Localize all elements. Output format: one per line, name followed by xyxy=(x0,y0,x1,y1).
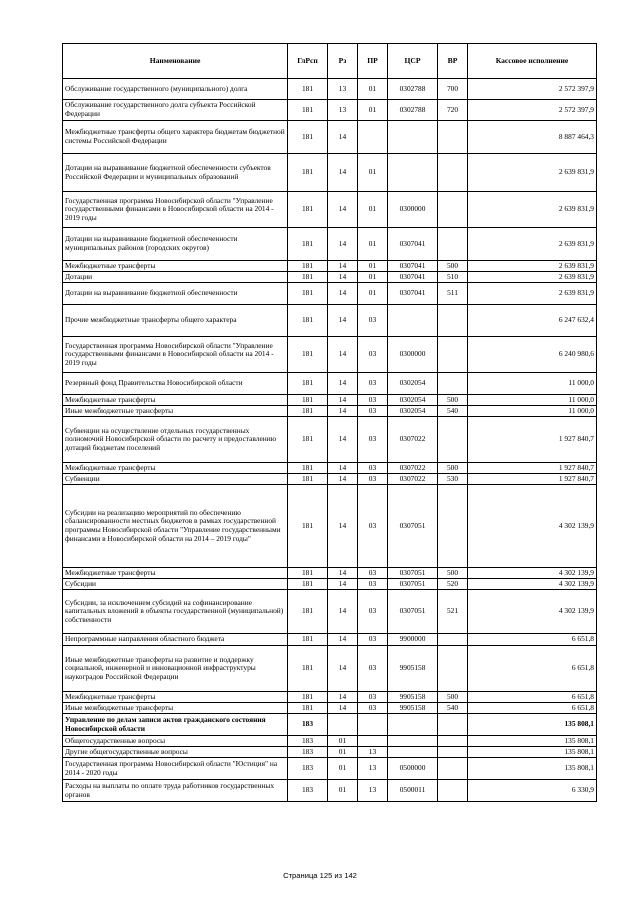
table-row xyxy=(63,154,597,192)
row-pr: 03 xyxy=(358,646,388,692)
row-glrsp: 181 xyxy=(288,568,328,579)
row-pr: 03 xyxy=(358,373,388,395)
table-row xyxy=(63,79,597,100)
row-name: Субсидии на реализацию мероприятий по обеспечению сбалансированности местных бюджетов в рамках государственной программы Новосибирской области "Управление государственными финансами в Новосибирской области на 2014 – 2019 годы" xyxy=(63,485,288,568)
row-rz: 14 xyxy=(328,192,358,228)
table-row xyxy=(63,463,597,474)
table-row xyxy=(63,646,597,692)
row-rz: 14 xyxy=(328,692,358,703)
row-rz: 14 xyxy=(328,634,358,646)
row-glrsp: 181 xyxy=(288,646,328,692)
row-pr: 01 xyxy=(358,79,388,100)
row-csr: 0307051 xyxy=(388,579,438,590)
row-glrsp: 181 xyxy=(288,228,328,261)
row-name: Государственная программа Новосибирской области "Управление государственными финансами в Новосибирской области на 2014 - 2019 годы xyxy=(63,192,288,228)
row-name: Другие общегосударственные вопросы xyxy=(63,747,288,758)
row-glrsp: 181 xyxy=(288,283,328,305)
row-csr: 0307022 xyxy=(388,417,438,463)
row-name: Иные межбюджетные трансферты на развитие и поддержку социальной, инженерной и инновационной инфраструктуры наукоградов Российской Федерации xyxy=(63,646,288,692)
row-glrsp: 183 xyxy=(288,736,328,747)
row-glrsp: 181 xyxy=(288,634,328,646)
row-rz: 14 xyxy=(328,703,358,714)
row-vr: 720 xyxy=(438,100,468,121)
row-name: Межбюджетные трансферты xyxy=(63,463,288,474)
row-pr: 03 xyxy=(358,406,388,417)
header-vr: ВР xyxy=(438,44,468,79)
table-header-row xyxy=(63,44,597,79)
row-csr xyxy=(388,154,438,192)
table-row xyxy=(63,590,597,634)
row-pr: 03 xyxy=(358,463,388,474)
row-amount: 135 808,1 xyxy=(468,714,597,736)
row-pr: 01 xyxy=(358,261,388,272)
row-rz: 14 xyxy=(328,417,358,463)
row-glrsp: 181 xyxy=(288,485,328,568)
row-glrsp: 181 xyxy=(288,590,328,634)
row-csr xyxy=(388,714,438,736)
row-amount: 11 000,0 xyxy=(468,395,597,406)
table-row xyxy=(63,736,597,747)
header-amount: Кассовое исполнение xyxy=(468,44,597,79)
table-row xyxy=(63,192,597,228)
row-name: Иные межбюджетные трансферты xyxy=(63,406,288,417)
row-csr xyxy=(388,747,438,758)
row-rz: 14 xyxy=(328,463,358,474)
row-csr: 0500000 xyxy=(388,758,438,780)
row-amount: 1 927 840,7 xyxy=(468,417,597,463)
row-amount: 6 247 632,4 xyxy=(468,305,597,337)
row-rz: 14 xyxy=(328,485,358,568)
row-name: Субсидии, за исключением субсидий на софинансирование капитальных вложений в объекты государственной (муниципальной) собственности xyxy=(63,590,288,634)
row-name: Общегосударственные вопросы xyxy=(63,736,288,747)
row-amount: 2 639 831,9 xyxy=(468,283,597,305)
row-amount: 6 240 980,6 xyxy=(468,337,597,373)
row-pr: 01 xyxy=(358,192,388,228)
header-pr: ПР xyxy=(358,44,388,79)
row-pr: 03 xyxy=(358,579,388,590)
row-glrsp: 181 xyxy=(288,192,328,228)
row-name: Обслуживание государственного (муниципального) долга xyxy=(63,79,288,100)
row-rz: 14 xyxy=(328,121,358,154)
row-amount: 1 927 840,7 xyxy=(468,474,597,485)
row-glrsp: 181 xyxy=(288,272,328,283)
budget-table xyxy=(62,43,597,802)
row-name: Управление по делам записи актов гражданского состояния Новосибирской области xyxy=(63,714,288,736)
row-pr xyxy=(358,714,388,736)
row-amount: 2 639 831,9 xyxy=(468,154,597,192)
row-pr xyxy=(358,121,388,154)
table-row xyxy=(63,100,597,121)
row-rz: 14 xyxy=(328,305,358,337)
row-csr xyxy=(388,121,438,154)
row-pr: 03 xyxy=(358,590,388,634)
row-name: Государственная программа Новосибирской области "Юстиция" на 2014 - 2020 годы xyxy=(63,758,288,780)
row-glrsp: 181 xyxy=(288,100,328,121)
row-csr: 0307022 xyxy=(388,463,438,474)
row-amount: 135 808,1 xyxy=(468,747,597,758)
row-rz: 14 xyxy=(328,395,358,406)
row-csr: 0307041 xyxy=(388,261,438,272)
row-name: Субвенции xyxy=(63,474,288,485)
row-glrsp: 181 xyxy=(288,261,328,272)
row-rz: 14 xyxy=(328,646,358,692)
row-vr: 500 xyxy=(438,463,468,474)
row-glrsp: 181 xyxy=(288,692,328,703)
row-pr: 01 xyxy=(358,272,388,283)
row-amount: 6 330,9 xyxy=(468,780,597,802)
row-vr xyxy=(438,417,468,463)
row-pr: 13 xyxy=(358,747,388,758)
row-pr: 03 xyxy=(358,417,388,463)
row-glrsp: 183 xyxy=(288,758,328,780)
row-csr: 0300000 xyxy=(388,337,438,373)
row-rz: 14 xyxy=(328,474,358,485)
row-pr xyxy=(358,736,388,747)
row-csr: 0302054 xyxy=(388,373,438,395)
row-amount: 2 639 831,9 xyxy=(468,261,597,272)
row-glrsp: 181 xyxy=(288,703,328,714)
row-amount: 2 572 397,9 xyxy=(468,100,597,121)
row-pr: 03 xyxy=(358,703,388,714)
row-csr: 0302054 xyxy=(388,406,438,417)
table-row xyxy=(63,568,597,579)
row-vr xyxy=(438,780,468,802)
row-rz: 14 xyxy=(328,154,358,192)
header-csr: ЦСР xyxy=(388,44,438,79)
row-pr: 03 xyxy=(358,568,388,579)
table-row xyxy=(63,747,597,758)
row-vr xyxy=(438,714,468,736)
row-rz: 14 xyxy=(328,337,358,373)
row-name: Дотации на выравнивание бюджетной обеспеченности xyxy=(63,283,288,305)
row-csr: 0307051 xyxy=(388,568,438,579)
table-row xyxy=(63,780,597,802)
row-vr xyxy=(438,305,468,337)
row-name: Государственная программа Новосибирской области "Управление государственными финансами в Новосибирской области на 2014 - 2019 годы xyxy=(63,337,288,373)
table-row xyxy=(63,305,597,337)
table-row xyxy=(63,703,597,714)
row-glrsp: 181 xyxy=(288,463,328,474)
row-amount: 2 639 831,9 xyxy=(468,228,597,261)
row-vr: 700 xyxy=(438,79,468,100)
row-vr xyxy=(438,337,468,373)
row-pr: 01 xyxy=(358,283,388,305)
row-pr: 13 xyxy=(358,780,388,802)
row-pr: 03 xyxy=(358,485,388,568)
row-name: Резервный фонд Правительства Новосибирской области xyxy=(63,373,288,395)
row-rz: 14 xyxy=(328,373,358,395)
row-rz: 14 xyxy=(328,579,358,590)
row-csr: 0307051 xyxy=(388,485,438,568)
table-row xyxy=(63,395,597,406)
row-pr: 13 xyxy=(358,758,388,780)
row-name: Иные межбюджетные трансферты xyxy=(63,703,288,714)
row-csr xyxy=(388,305,438,337)
row-name: Межбюджетные трансферты xyxy=(63,568,288,579)
row-csr: 0307051 xyxy=(388,590,438,634)
row-vr: 540 xyxy=(438,703,468,714)
row-name: Непрограммные направления областного бюджета xyxy=(63,634,288,646)
row-glrsp: 181 xyxy=(288,395,328,406)
table-row xyxy=(63,579,597,590)
row-glrsp: 181 xyxy=(288,154,328,192)
table-row xyxy=(63,121,597,154)
table-row xyxy=(63,485,597,568)
row-glrsp: 183 xyxy=(288,780,328,802)
row-vr: 530 xyxy=(438,474,468,485)
row-amount: 6 651,8 xyxy=(468,692,597,703)
row-glrsp: 183 xyxy=(288,714,328,736)
row-name: Межбюджетные трансферты xyxy=(63,692,288,703)
row-csr: 9905158 xyxy=(388,703,438,714)
page-number: Страница 125 из 142 xyxy=(283,871,357,880)
table-row xyxy=(63,474,597,485)
row-rz: 14 xyxy=(328,406,358,417)
row-pr: 03 xyxy=(358,305,388,337)
row-amount: 6 651,8 xyxy=(468,646,597,692)
row-vr: 500 xyxy=(438,261,468,272)
row-csr: 9905158 xyxy=(388,646,438,692)
row-amount: 135 808,1 xyxy=(468,736,597,747)
row-vr xyxy=(438,373,468,395)
row-vr xyxy=(438,758,468,780)
row-vr: 500 xyxy=(438,568,468,579)
row-csr: 9905158 xyxy=(388,692,438,703)
header-name: Наименование xyxy=(63,44,288,79)
row-vr: 540 xyxy=(438,406,468,417)
header-glrsp: ГлРсп xyxy=(288,44,328,79)
row-name: Дотации на выравнивание бюджетной обеспеченности субъектов Российской Федерации и муниципальных образований xyxy=(63,154,288,192)
row-csr xyxy=(388,736,438,747)
row-vr xyxy=(438,154,468,192)
row-amount: 4 302 139,9 xyxy=(468,568,597,579)
table-row xyxy=(63,373,597,395)
table-row xyxy=(63,417,597,463)
row-csr: 0300000 xyxy=(388,192,438,228)
row-rz: 14 xyxy=(328,228,358,261)
row-rz: 14 xyxy=(328,261,358,272)
row-csr: 0302054 xyxy=(388,395,438,406)
row-vr: 500 xyxy=(438,395,468,406)
table-row xyxy=(63,692,597,703)
row-amount: 2 639 831,9 xyxy=(468,272,597,283)
row-rz: 14 xyxy=(328,568,358,579)
row-rz: 14 xyxy=(328,283,358,305)
row-csr: 0500011 xyxy=(388,780,438,802)
row-glrsp: 181 xyxy=(288,417,328,463)
row-vr xyxy=(438,228,468,261)
row-vr: 511 xyxy=(438,283,468,305)
row-vr xyxy=(438,192,468,228)
table-row xyxy=(63,283,597,305)
row-amount: 6 651,8 xyxy=(468,703,597,714)
table-row xyxy=(63,634,597,646)
row-vr: 500 xyxy=(438,692,468,703)
row-name: Субвенции на осуществление отдельных государственных полномочий Новосибирской области по расчету и предоставлению дотаций бюджетам поселений xyxy=(63,417,288,463)
row-name: Межбюджетные трансферты xyxy=(63,261,288,272)
row-rz: 13 xyxy=(328,100,358,121)
row-name: Межбюджетные трансферты xyxy=(63,395,288,406)
row-pr: 03 xyxy=(358,634,388,646)
row-glrsp: 181 xyxy=(288,305,328,337)
row-glrsp: 181 xyxy=(288,79,328,100)
table-row xyxy=(63,714,597,736)
row-amount: 6 651,8 xyxy=(468,634,597,646)
row-name: Прочие межбюджетные трансферты общего характера xyxy=(63,305,288,337)
row-pr: 03 xyxy=(358,395,388,406)
row-vr xyxy=(438,121,468,154)
row-rz xyxy=(328,714,358,736)
row-rz: 14 xyxy=(328,590,358,634)
row-pr: 01 xyxy=(358,100,388,121)
row-vr: 510 xyxy=(438,272,468,283)
row-rz: 01 xyxy=(328,758,358,780)
row-rz: 14 xyxy=(328,272,358,283)
row-csr: 9900000 xyxy=(388,634,438,646)
row-vr xyxy=(438,736,468,747)
row-vr xyxy=(438,747,468,758)
row-csr: 0307041 xyxy=(388,272,438,283)
row-amount: 4 302 139,9 xyxy=(468,485,597,568)
row-csr: 0307022 xyxy=(388,474,438,485)
row-amount: 4 302 139,9 xyxy=(468,579,597,590)
row-vr: 521 xyxy=(438,590,468,634)
row-vr: 520 xyxy=(438,579,468,590)
row-glrsp: 181 xyxy=(288,337,328,373)
table-row xyxy=(63,272,597,283)
row-name: Дотации на выравнивание бюджетной обеспеченности муниципальных районов (городских округов) xyxy=(63,228,288,261)
header-rz: Рз xyxy=(328,44,358,79)
row-name: Обслуживание государственного долга субъекта Российской Федерации xyxy=(63,100,288,121)
row-pr: 03 xyxy=(358,337,388,373)
row-rz: 01 xyxy=(328,780,358,802)
row-csr: 0307041 xyxy=(388,228,438,261)
row-amount: 135 808,1 xyxy=(468,758,597,780)
table-row xyxy=(63,261,597,272)
row-pr: 03 xyxy=(358,474,388,485)
row-pr: 03 xyxy=(358,692,388,703)
row-csr: 0307041 xyxy=(388,283,438,305)
row-csr: 0302788 xyxy=(388,100,438,121)
row-glrsp: 181 xyxy=(288,406,328,417)
row-name: Расходы на выплаты по оплате труда работников государственных органов xyxy=(63,780,288,802)
row-name: Субсидии xyxy=(63,579,288,590)
row-glrsp: 181 xyxy=(288,121,328,154)
row-amount: 2 572 397,9 xyxy=(468,79,597,100)
row-glrsp: 183 xyxy=(288,747,328,758)
row-vr xyxy=(438,485,468,568)
row-amount: 4 302 139,9 xyxy=(468,590,597,634)
row-glrsp: 181 xyxy=(288,579,328,590)
row-rz: 01 xyxy=(328,736,358,747)
row-amount: 11 000,0 xyxy=(468,406,597,417)
row-name: Межбюджетные трансферты общего характера бюджетам бюджетной системы Российской Федерации xyxy=(63,121,288,154)
row-name: Дотации xyxy=(63,272,288,283)
row-vr xyxy=(438,634,468,646)
row-pr: 01 xyxy=(358,228,388,261)
row-glrsp: 181 xyxy=(288,474,328,485)
table-row xyxy=(63,406,597,417)
row-amount: 8 887 464,3 xyxy=(468,121,597,154)
table-row xyxy=(63,758,597,780)
row-pr: 01 xyxy=(358,154,388,192)
row-vr xyxy=(438,646,468,692)
row-amount: 2 639 831,9 xyxy=(468,192,597,228)
row-glrsp: 181 xyxy=(288,373,328,395)
row-amount: 1 927 840,7 xyxy=(468,463,597,474)
row-amount: 11 000,0 xyxy=(468,373,597,395)
row-rz: 13 xyxy=(328,79,358,100)
row-csr: 0302788 xyxy=(388,79,438,100)
table-row xyxy=(63,228,597,261)
table-row xyxy=(63,337,597,373)
row-rz: 01 xyxy=(328,747,358,758)
